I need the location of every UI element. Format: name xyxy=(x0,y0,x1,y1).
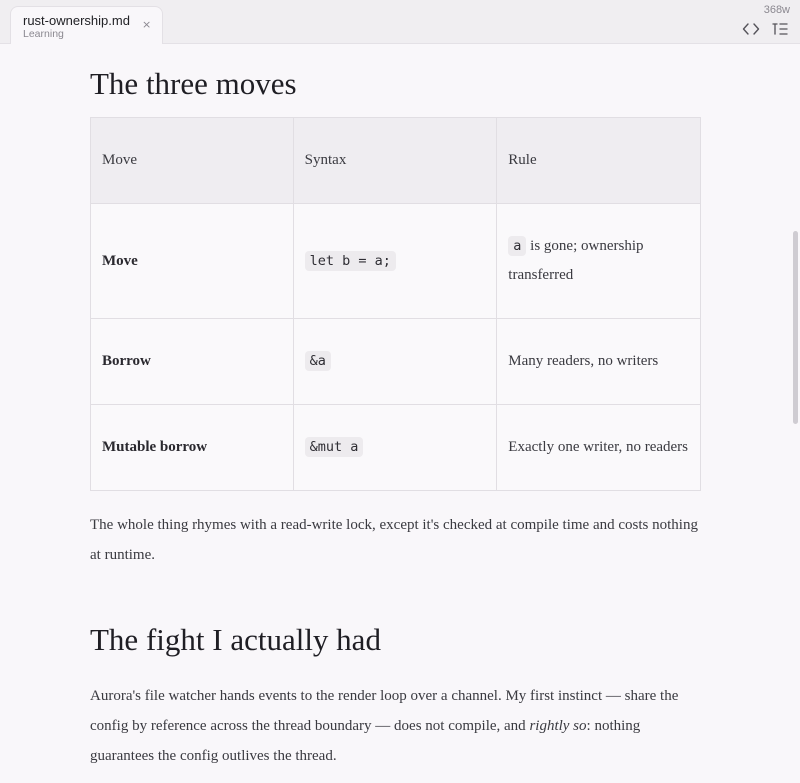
table-row xyxy=(91,405,701,491)
cell-rule: Exactly one writer, no readers xyxy=(497,405,701,491)
heading-the-three-moves: The three moves xyxy=(90,66,297,101)
word-count: 368w xyxy=(763,4,790,16)
inline-code: let b = a; xyxy=(305,251,396,271)
cell-syntax xyxy=(293,405,497,491)
paragraph-text: : nothing guarantees the config outlives the thread. xyxy=(90,718,641,764)
title-bar xyxy=(0,0,800,44)
tab-rust-ownership[interactable] xyxy=(10,6,163,44)
table-row xyxy=(91,319,701,405)
cell-rule: Many readers, no writers xyxy=(497,319,701,405)
table-header-rule: Rule xyxy=(497,118,701,204)
emphasis-text: rightly so xyxy=(529,718,587,734)
cell-move: Borrow xyxy=(91,319,294,405)
paragraph-read-write-lock: The whole thing rhymes with a read-write lock, except it's checked at compile time and costs nothing at runtime. xyxy=(90,517,698,563)
table-header-syntax: Syntax xyxy=(293,118,497,204)
cell-syntax xyxy=(293,319,497,405)
scrollbar-thumb[interactable] xyxy=(793,231,798,424)
cell-syntax xyxy=(293,204,497,319)
tab-folder: Learning xyxy=(23,28,64,40)
inline-code: &mut a xyxy=(305,437,364,457)
tab-close-icon[interactable]: × xyxy=(142,18,152,31)
table-header-move: Move xyxy=(91,118,294,204)
code-icon[interactable] xyxy=(742,20,760,38)
tab-filename: rust-ownership.md xyxy=(23,13,130,28)
cell-move: Mutable borrow xyxy=(91,405,294,491)
ownership-table xyxy=(90,117,701,491)
paragraph-text: Aurora's file watcher hands events to the render loop over a channel. My first instinct — share the config by reference across the thread boundary — does not compile, and xyxy=(90,688,679,734)
table-row xyxy=(91,204,701,319)
outline-icon[interactable] xyxy=(771,20,789,38)
inline-code: &a xyxy=(305,351,331,371)
cell-rule xyxy=(497,204,701,319)
paragraph-file-watcher xyxy=(90,681,701,771)
inline-code: a xyxy=(508,236,526,256)
cell-move: Move xyxy=(91,204,294,319)
heading-the-fight: The fight I actually had xyxy=(90,622,381,657)
rule-text: is gone; ownership transferred xyxy=(508,238,644,283)
